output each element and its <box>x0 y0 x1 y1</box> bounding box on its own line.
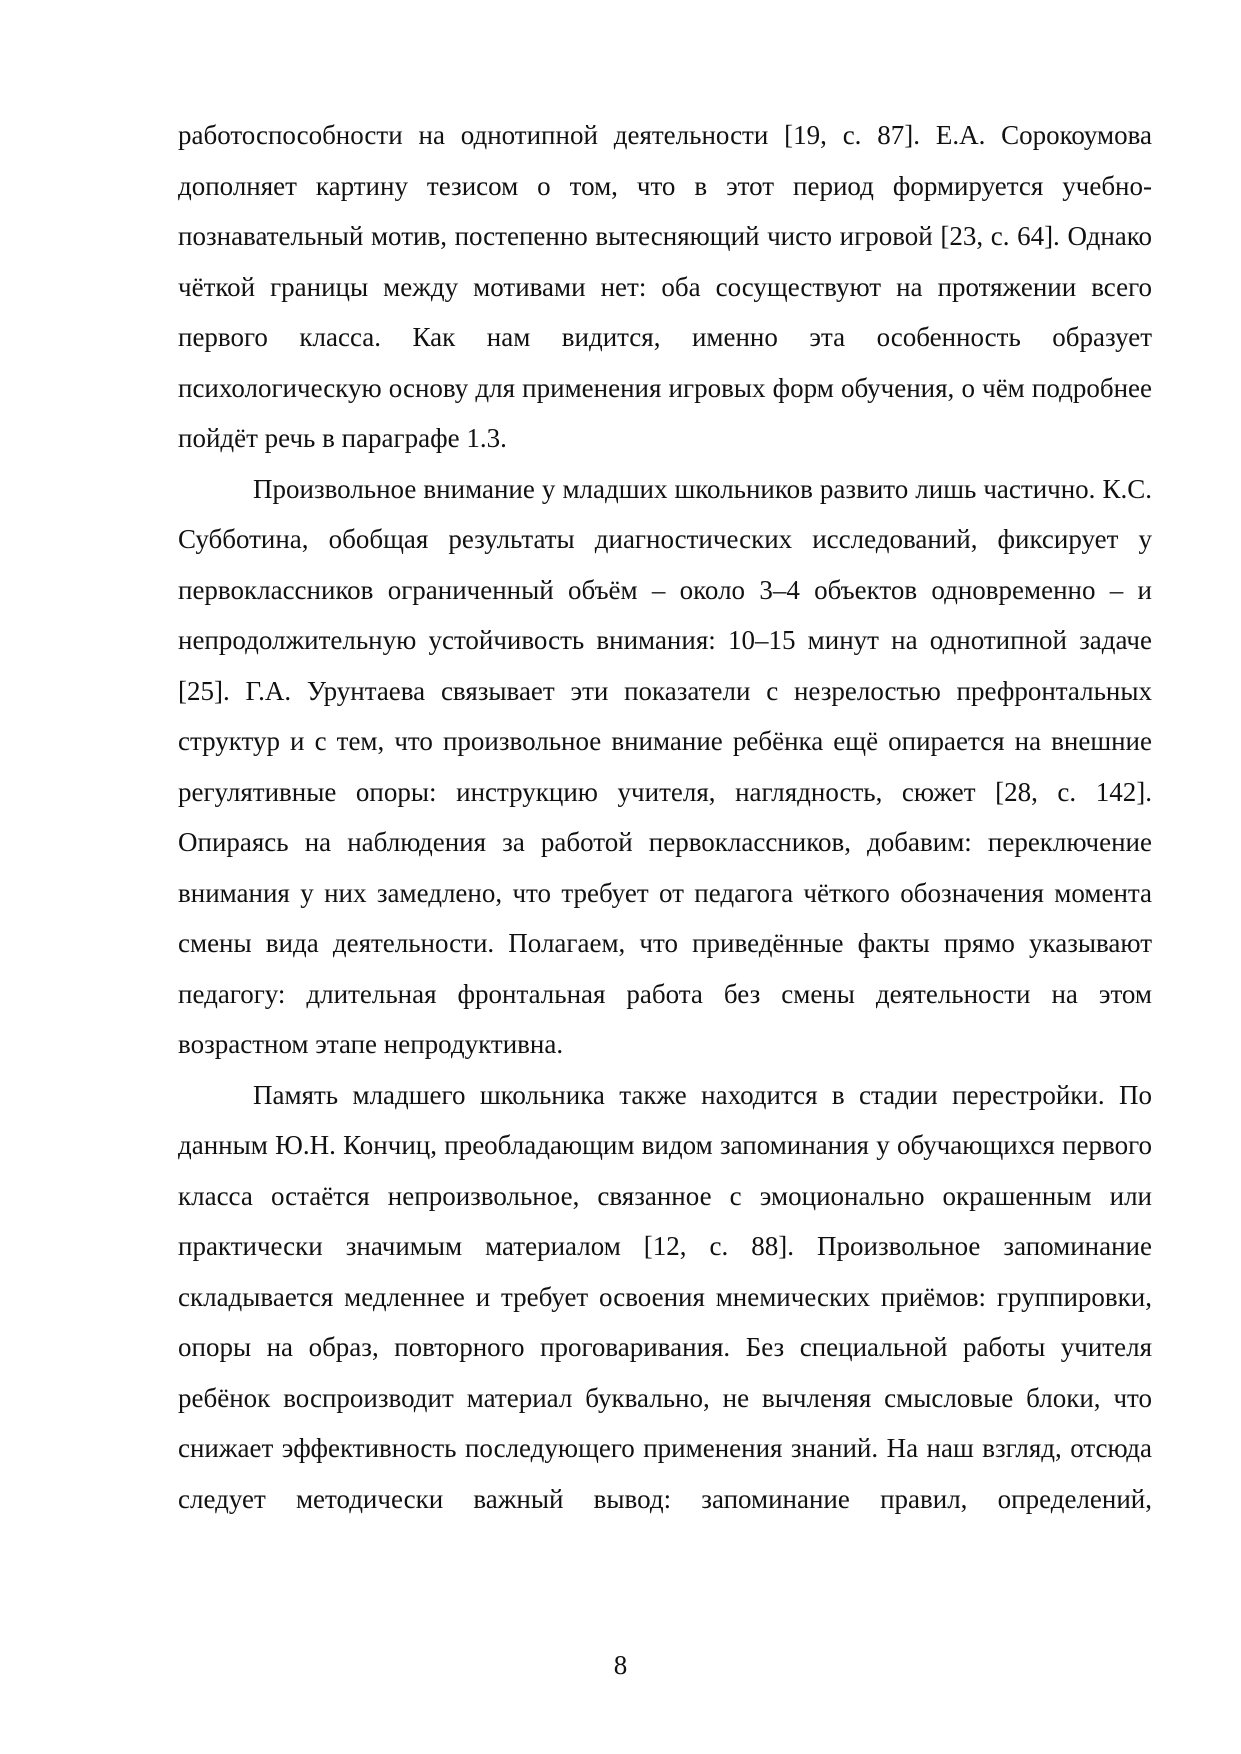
paragraph-1: работоспособности на однотипной деятельности [19, с. 87]. Е.А. Сорокоумова дополняет картину тезисом о том, что в этот период формируется учебно-познавательный мотив, постепенно вытесняющий чисто игровой [23, с. 64]. Однако чёткой границы между мотивами нет: оба сосуществуют на протяжении всего первого класса. Как нам видится, именно эта особенность образует психологическую основу для применения игровых форм обучения, о чём подробнее пойдёт речь в параграфе 1.3. <box>178 120 1152 453</box>
page-number: 8 <box>613 1650 628 1680</box>
body-text <box>178 110 1152 1524</box>
paragraph-3: Память младшего школьника также находится в стадии перестройки. По данным Ю.Н. Кончиц, преобладающим видом запоминания у обучающихся первого класса остаётся непроизвольное, связанное с эмоционально окрашенным или практически значимым материалом [12, с. 88]. Произвольное запоминание складывается медленнее и требует освоения мнемических приёмов: группировки, опоры на образ, повторного проговаривания. Без специальной работы учителя ребёнок воспроизводит материал буквально, не вычленяя смысловые блоки, что снижает эффективность последующего применения знаний. На наш взгляд, отсюда следует методически важный вывод: запоминание правил, определений, <box>178 1079 1152 1514</box>
paragraph-2: Произвольное внимание у младших школьников развито лишь частично. К.С. Субботина, обобщая результаты диагностических исследований, фиксирует у первоклассников ограниченный объём – около 3–4 объектов одновременно – и непродолжительную устойчивость внимания: 10–15 минут на однотипной задаче [25]. Г.А. Урунтаева связывает эти показатели с незрелостью префронтальных структур и с тем, что произвольное внимание ребёнка ещё опирается на внешние регулятивные опоры: инструкцию учителя, наглядность, сюжет [28, с. 142]. Опираясь на наблюдения за работой первоклассников, добавим: переключение внимания у них замедлено, что требует от педагога чёткого обозначения момента смены вида деятельности. Полагаем, что приведённые факты прямо указывают педагогу: длительная фронтальная работа без смены деятельности на этом возрастном этапе непродуктивна. <box>178 473 1152 1059</box>
